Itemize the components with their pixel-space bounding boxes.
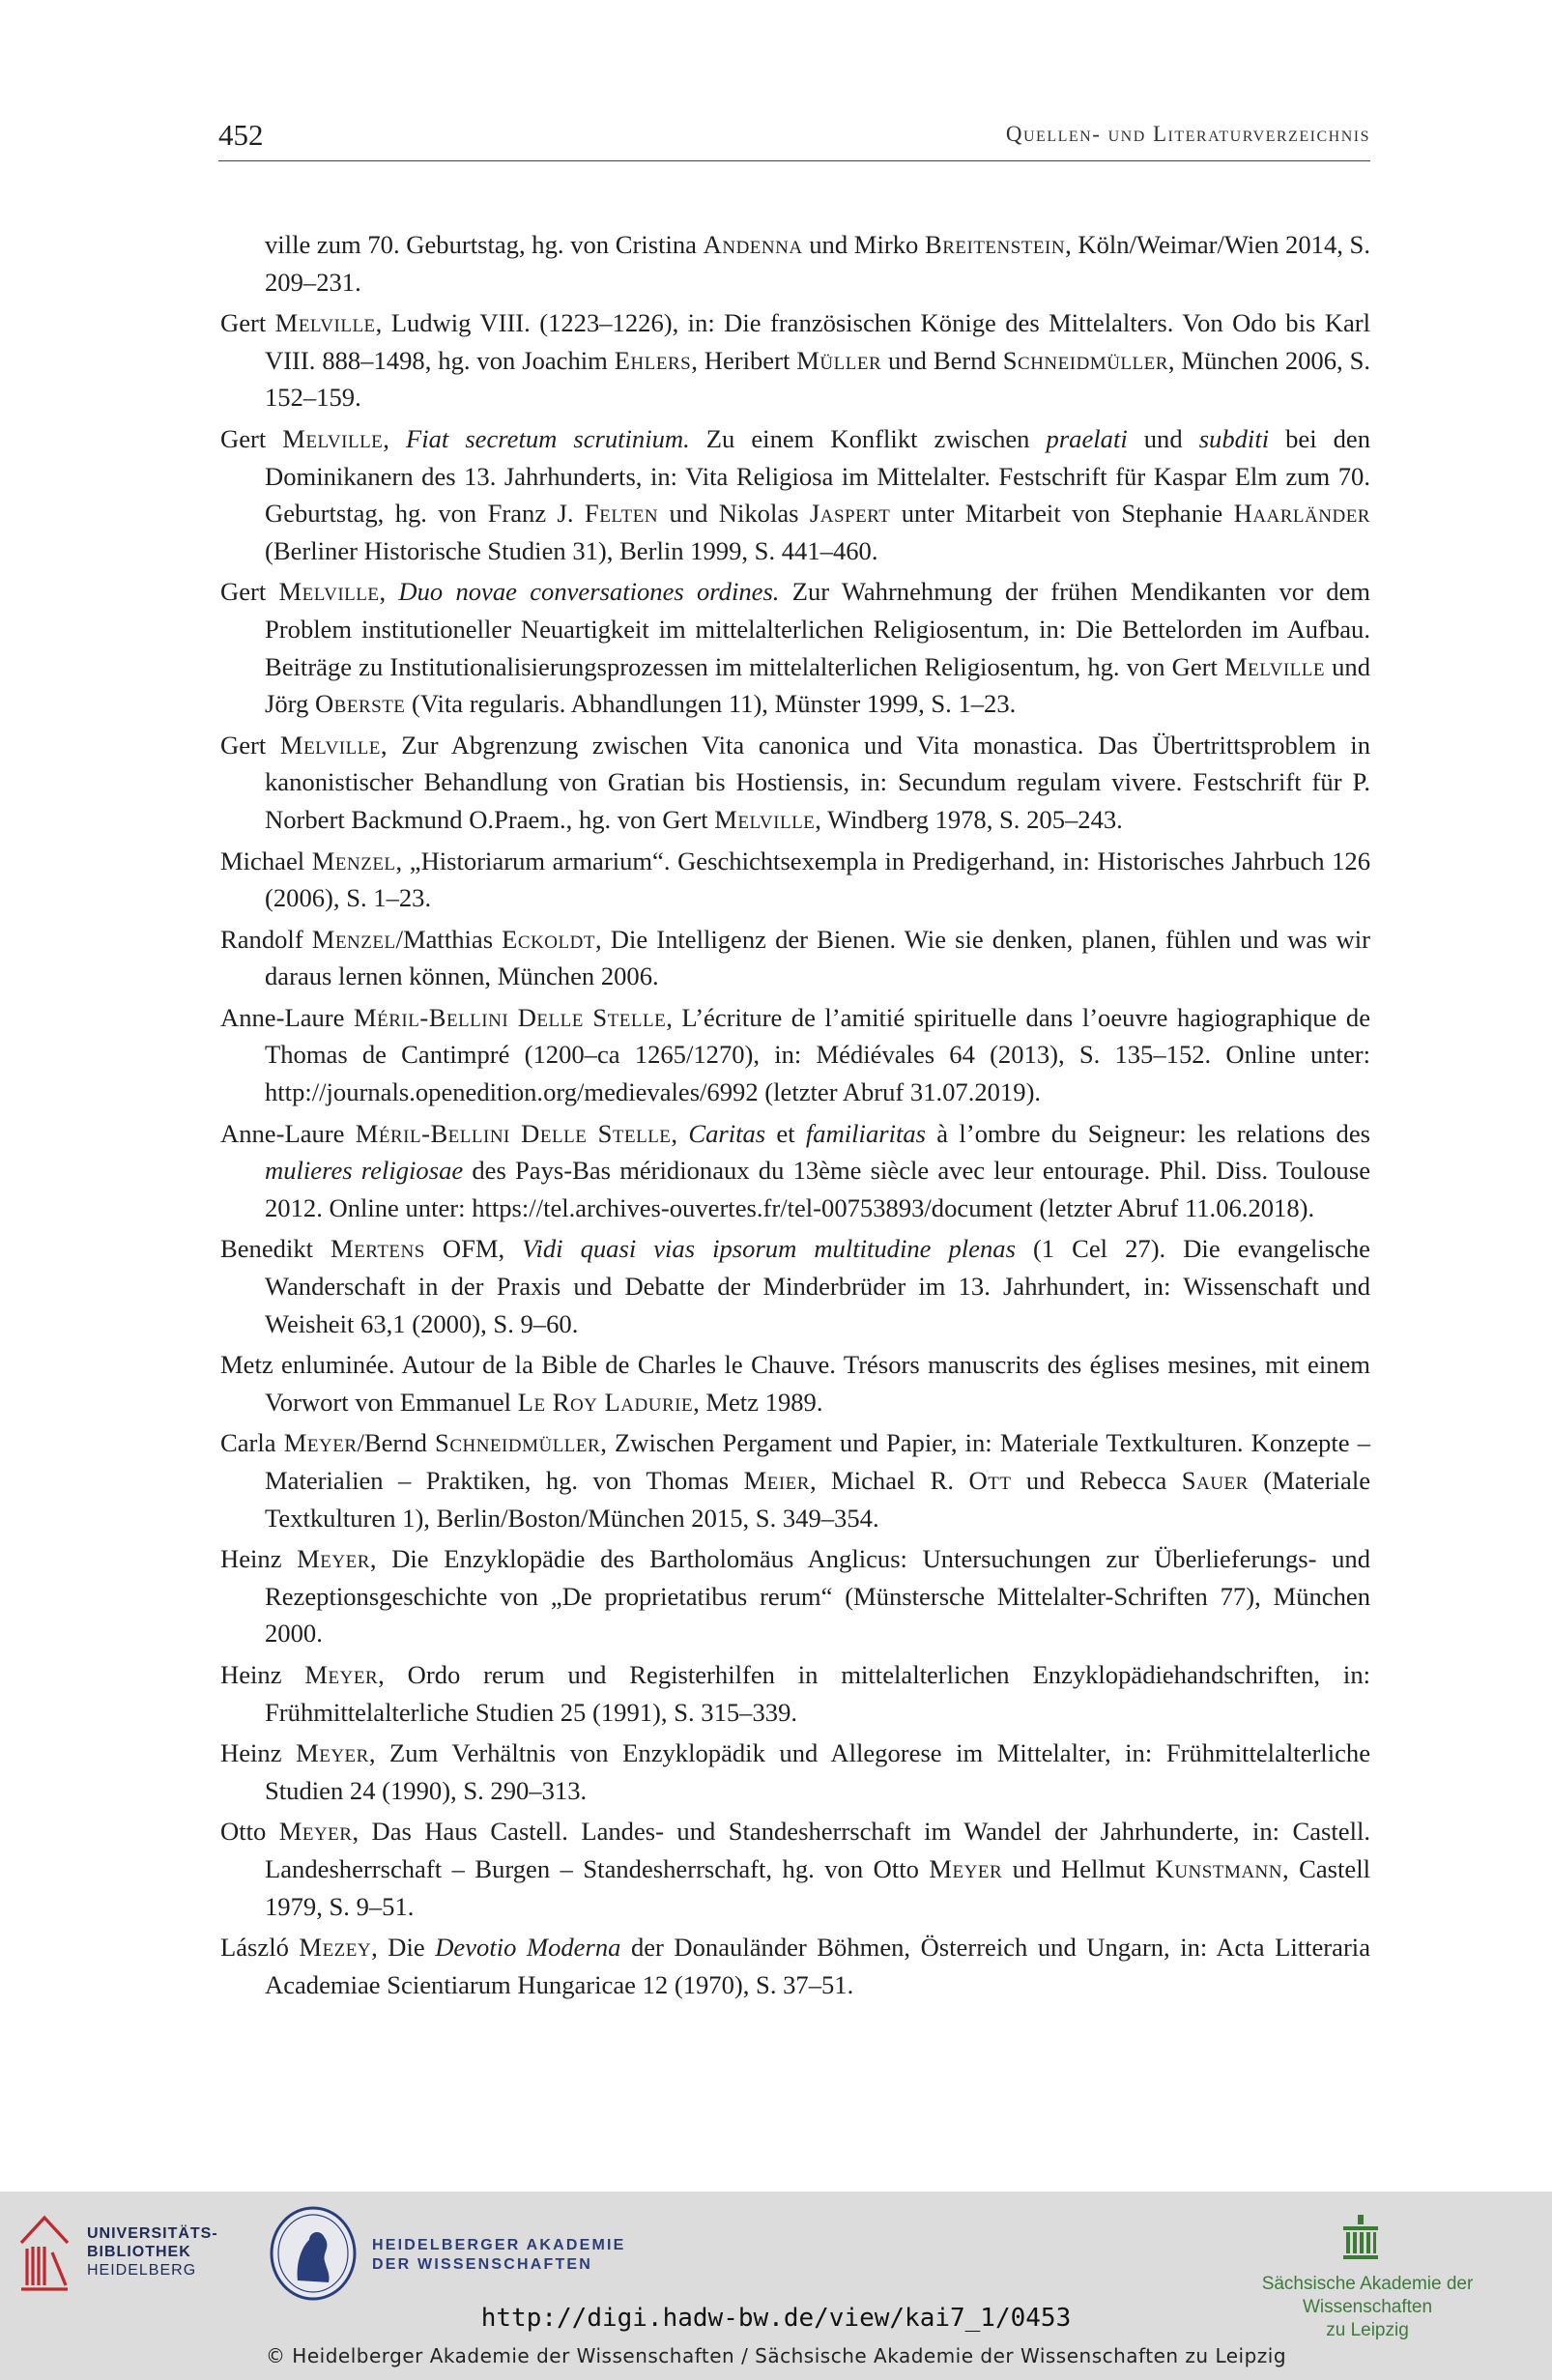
bibliography-entry: Anne-Laure Méril-Bellini Delle Stelle, L’écriture de l’amitié spirituelle dans l’oeuvre hagiographique de Thomas de Cantimpré (1200–ca 1265/1270), in: Médiévales 64 (2013), S. 135–152. Online unter: http://journals.openedition.org/medievales/6992 (letzter Abruf 31.07.2019).	[220, 1002, 1370, 1107]
bibliography-entry: Heinz Meyer, Ordo rerum und Registerhilfen in mittelalterlichen Enzyklopädiehandschriften, in: Frühmittelalterliche Studien 25 (1991), S. 315–339.	[220, 1659, 1370, 1727]
bibliography-entry: ville zum 70. Geburtstag, hg. von Cristina Andenna und Mirko Breitenstein, Köln/Weimar/Wien 2014, S. 209–231.	[265, 230, 1371, 297]
bibliography-entry: Gert Melville, Ludwig VIII. (1223–1226), in: Die französischen Könige des Mittelalters. Von Odo bis Karl VIII. 888–1498, hg. von Joachim Ehlers, Heribert Müller und Bernd Schneidmüller, München 2006, S. 152–159.	[220, 308, 1371, 413]
bibliography-entry: Gert Melville, Duo novae conversationes ordines. Zur Wahrnehmung der frühen Mendikanten vor dem Problem institutioneller Neuartigkeit im mittelalterlichen Religiosentum, in: Die Bettelorden im Aufbau. Beiträge zu Institutionalisierungsprozessen im mittelalterlichen Religiosentum, hg. von Gert Melville und Jörg Oberste (Vita regularis. Abhandlungen 11), Münster 1999, S. 1–23.	[220, 577, 1370, 719]
hadw-seal-icon[interactable]	[269, 2205, 358, 2302]
permalink-url[interactable]: http://digi.hadw-bw.de/view/kai7_1/0453	[480, 2304, 1072, 2333]
running-head: Quellen- und Literaturverzeichnis	[1005, 122, 1370, 146]
bibliography-entry: Benedikt Mertens OFM, Vidi quasi vias ipsorum multitudine plenas (1 Cel 27). Die evangelische Wanderschaft in der Praxis und Debatte der Minderbrüder im 13. Jahrhundert, in: Wissenschaft und Weisheit 63,1 (2000), S. 9–60.	[220, 1234, 1370, 1338]
bibliography-entry: Gert Melville, Zur Abgrenzung zwischen Vita canonica und Vita monastica. Das Übertrittsproblem in kanonistischer Behandlung von Gratian bis Hostiensis, in: Secundum regulam vivere. Festschrift für P. Norbert Backmund O.Praem., hg. von Gert Melville, Windberg 1978, S. 205–243.	[220, 730, 1370, 834]
ub-line-1: UNIVERSITÄTS-	[87, 2225, 218, 2242]
saw-leipzig-logo-icon[interactable]	[1341, 2213, 1380, 2261]
page-number: 452	[218, 118, 264, 152]
ub-heidelberg-wordmark[interactable]	[87, 2224, 218, 2280]
bibliography-entry: László Mezey, Die Devotio Moderna der Donauländer Böhmen, Österreich und Ungarn, in: Acta Litteraria Academiae Scientiarum Hungaricae 12 (1970), S. 37–51.	[220, 1933, 1370, 1999]
bibliography-entry: Carla Meyer/Bernd Schneidmüller, Zwischen Pergament und Papier, in: Materiale Textkulturen. Konzepte – Materialien – Praktiken, hg. von Thomas Meier, Michael R. Ott und Rebecca Sauer (Materiale Textkulturen 1), Berlin/Boston/München 2015, S. 349–354.	[220, 1428, 1371, 1533]
hadw-wordmark[interactable]	[372, 2236, 626, 2275]
ub-line-3: HEIDELBERG	[87, 2262, 197, 2279]
bibliography-entry: Heinz Meyer, Die Enzyklopädie des Bartholomäus Anglicus: Untersuchungen zur Überlieferungs- und Rezeptionsgeschichte von „De proprietatibus rerum“ (Münstersche Mittelalter-Schriften 77), München 2000.	[220, 1544, 1370, 1649]
copyright-notice: © Heidelberger Akademie der Wissenschaften / Sächsische Akademie der Wissenschaften zu Leipzig	[265, 2344, 1287, 2367]
bibliography-entry: Gert Melville, Fiat secretum scrutinium. Zu einem Konflikt zwischen praelati und subditi bei den Dominikanern des 13. Jahrhunderts, in: Vita Religiosa im Mittelalter. Festschrift für Kaspar Elm zum 70. Geburtstag, hg. von Franz J. Felten und Nikolas Jaspert unter Mitarbeit von Stephanie Haarländer (Berliner Historische Studien 31), Berlin 1999, S. 441–460.	[220, 423, 1371, 565]
bibliography-entry: Metz enluminée. Autour de la Bible de Charles le Chauve. Trésors manuscrits des églises mesines, mit einem Vorwort von Emmanuel Le Roy Ladurie, Metz 1989.	[220, 1350, 1370, 1417]
saw-line-1: Sächsische Akademie der Wissenschaften	[1261, 2274, 1474, 2317]
bibliography-entry: Randolf Menzel/Matthias Eckoldt, Die Intelligenz der Bienen. Wie sie denken, planen, fühlen und was wir daraus lernen können, München 2006.	[220, 924, 1370, 991]
footer-bar	[0, 2192, 1552, 2380]
saw-line-2: zu Leipzig	[1326, 2320, 1409, 2340]
hadw-line-2: DER WISSENSCHAFTEN	[372, 2256, 593, 2273]
header-rule	[218, 160, 1370, 161]
bibliography-entry: Anne-Laure Méril-Bellini Delle Stelle, Caritas et familiaritas à l’ombre du Seigneur: les relations des mulieres religiosae des Pays-Bas méridionaux du 13ème siècle avec leur entourage. Phil. Diss. Toulouse 2012. Online unter: https://tel.archives-ouvertes.fr/tel-00753893/document (letzter Abruf 11.06.2018).	[220, 1118, 1370, 1222]
ub-line-2: BIBLIOTHEK	[87, 2244, 191, 2260]
bibliography-entry: Michael Menzel, „Historiarum armarium“. Geschichtsexempla in Predigerhand, in: Historisches Jahrbuch 126 (2006), S. 1–23.	[220, 846, 1370, 913]
bibliography-entry: Otto Meyer, Das Haus Castell. Landes- und Standesherrschaft im Wandel der Jahrhunderte, in: Castell. Landesherrschaft – Burgen – Standesherrschaft, hg. von Otto Meyer und Hellmut Kunstmann, Castell 1979, S. 9–51.	[220, 1817, 1370, 1921]
bibliography	[220, 226, 1370, 2007]
hadw-line-1: HEIDELBERGER AKADEMIE	[372, 2237, 626, 2253]
ub-heidelberg-logo-icon[interactable]	[17, 2214, 72, 2291]
bibliography-entry: Heinz Meyer, Zum Verhältnis von Enzyklopädik und Allegorese im Mittelalter, in: Frühmittelalterliche Studien 24 (1990), S. 290–313.	[220, 1738, 1370, 1805]
